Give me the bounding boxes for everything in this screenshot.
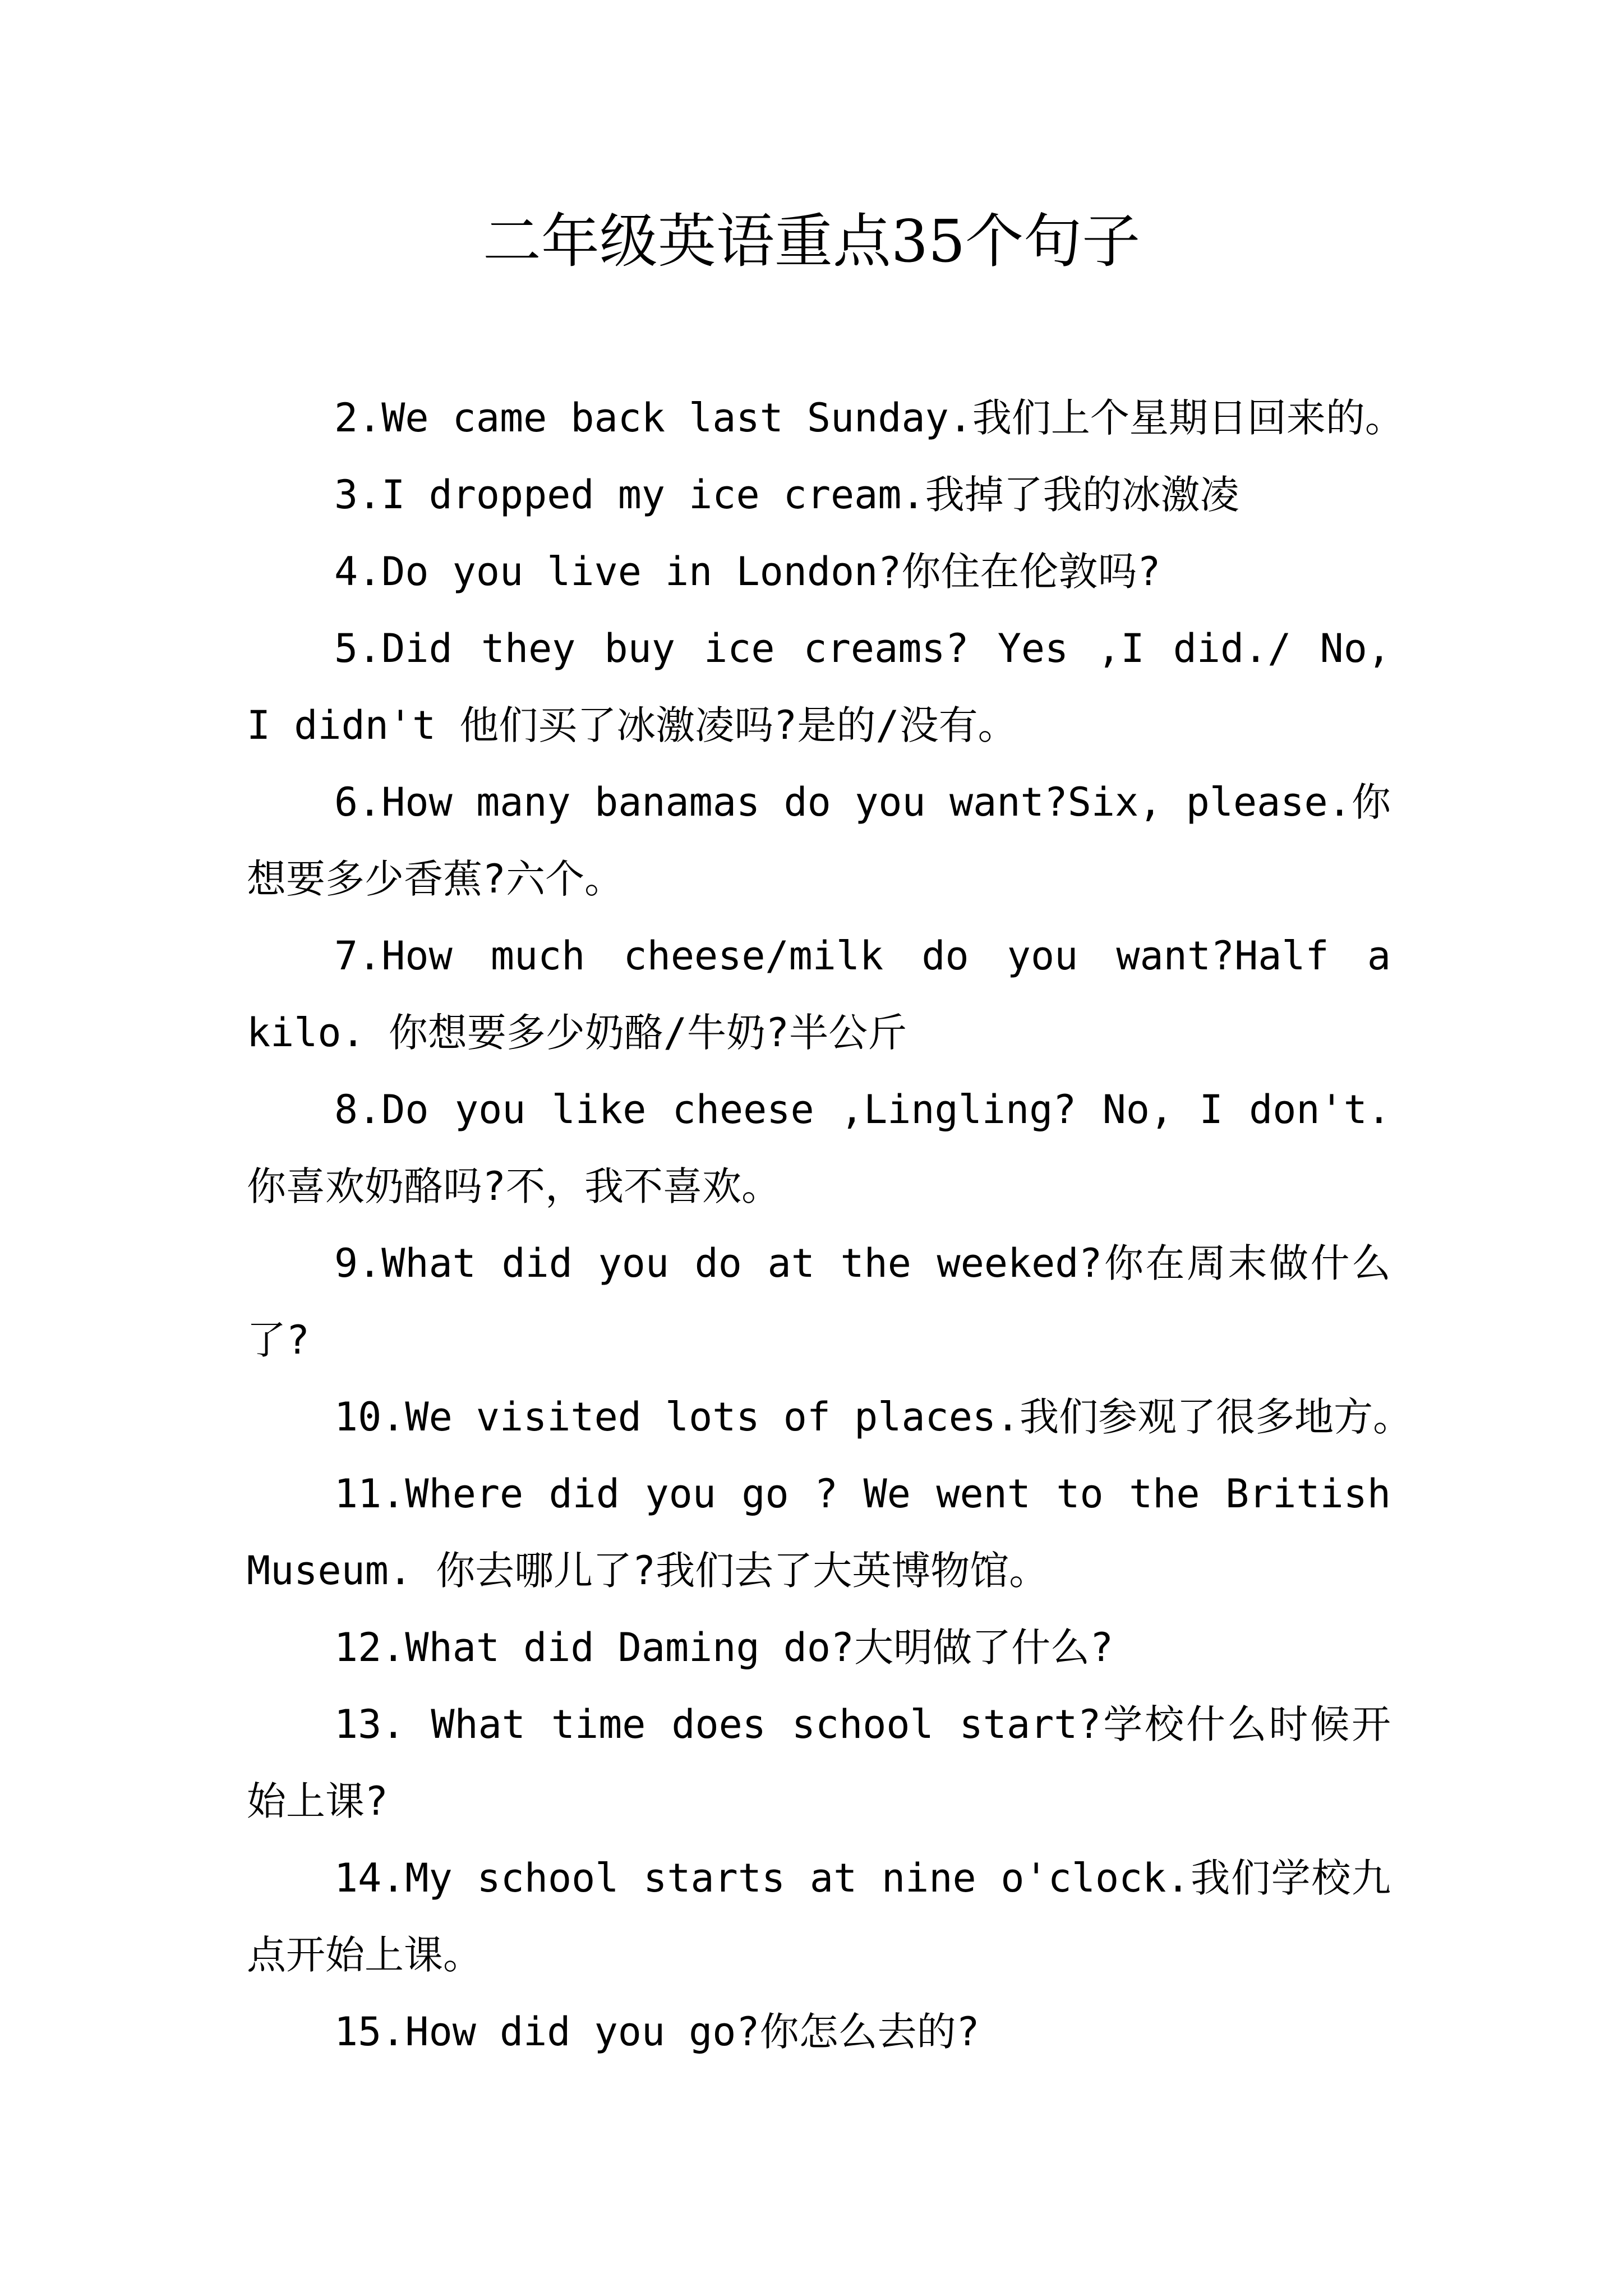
sentence-item: 2.We came back last Sunday.我们上个星期日回来的。 [334, 395, 1404, 441]
sentence-item: 8.Do you like cheese ,Lingling? No, I don't. 你喜欢奶酪吗?不，我不喜欢。 [247, 1087, 1391, 1209]
sentence-item: 13. What time does school start?学校什么时候开始上课? [247, 1701, 1391, 1824]
sentence-item: 5.Did they buy ice creams? Yes ,I did./ No, I didn't 他们买了冰激凌吗?是的/没有。 [247, 625, 1391, 748]
document-title: 二年级英语重点35个句子 [482, 207, 1141, 275]
sentence-item: 3.I dropped my ice cream.我掉了我的冰激凌 [334, 472, 1239, 518]
sentence-item: 12.What did Daming do?大明做了什么? [334, 1625, 1114, 1671]
sentence-item: 11.Where did you go ? We went to the British Museum. 你去哪儿了?我们去了大英博物馆。 [247, 1471, 1391, 1594]
sentence-item: 9.What did you do at the weeked?你在周末做什么了? [247, 1240, 1391, 1363]
sentence-item: 14.My school starts at nine o'clock.我们学校九点开始上课。 [247, 1855, 1391, 1978]
sentence-item: 7.How much cheese/milk do you want?Half a kilo. 你想要多少奶酪/牛奶?半公斤 [247, 933, 1391, 1056]
sentence-item: 6.How many banamas do you want?Six, please.你想要多少香蕉?六个。 [247, 779, 1391, 902]
sentence-item: 10.We visited lots of places.我们参观了很多地方。 [334, 1394, 1413, 1440]
sentence-list [247, 380, 1413, 2070]
sentence-item: 15.How did you go?你怎么去的? [334, 2009, 980, 2055]
sentence-item: 4.Do you live in London?你住在伦敦吗? [334, 549, 1161, 595]
